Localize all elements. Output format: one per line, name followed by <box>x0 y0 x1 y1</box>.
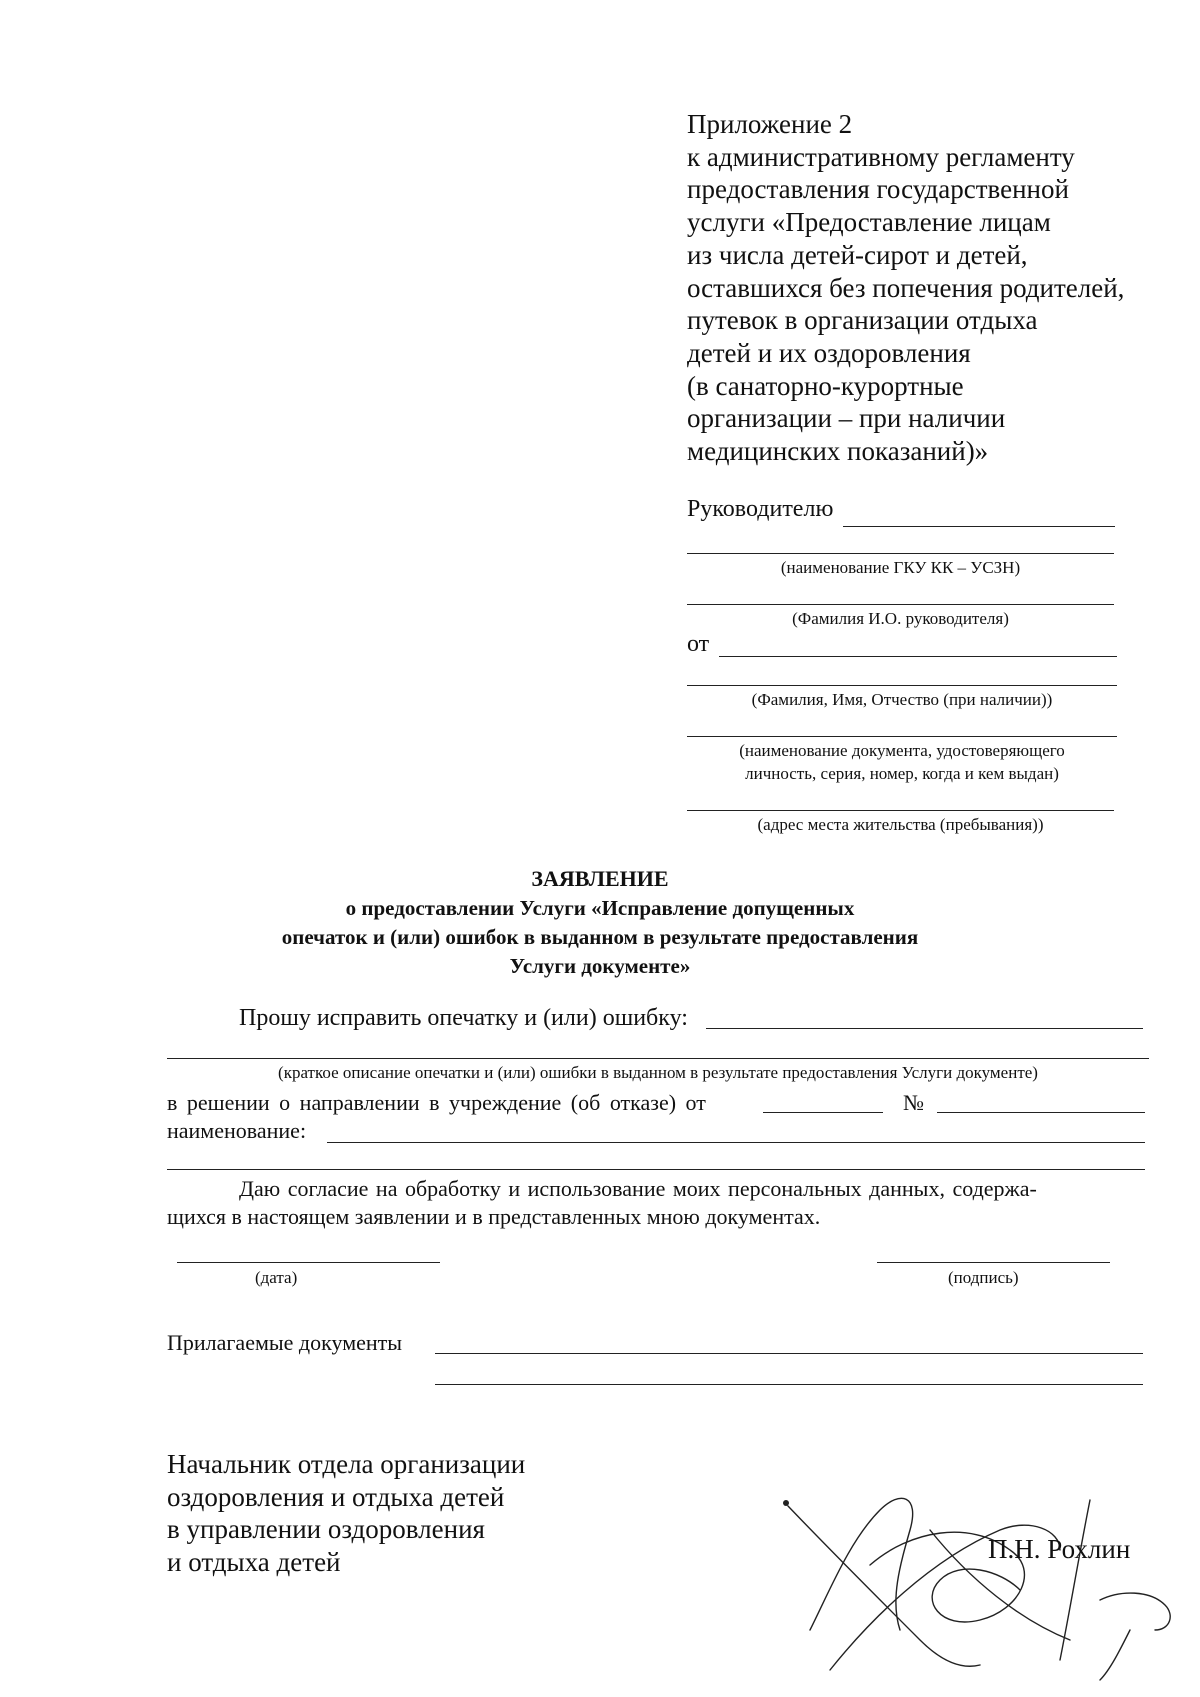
consent-line-2: щихся в настоящем заявлении и в представленных мною документах. <box>167 1204 821 1229</box>
position-line: и отдыха детей <box>167 1547 341 1578</box>
appendix-line: предоставления государственной <box>687 174 1069 205</box>
date-caption: (дата) <box>255 1268 298 1287</box>
position-line: оздоровления и отдыха детей <box>167 1481 505 1512</box>
signatory-name: П.Н. Рохлин <box>988 1534 1131 1564</box>
document-caption-1: (наименование документа, удостоверяющего <box>739 741 1065 760</box>
appendix-line: (в санаторно-курортные <box>687 370 964 401</box>
position-line: в управлении оздоровления <box>167 1514 485 1545</box>
number-sign: № <box>903 1090 924 1115</box>
decision-number-field[interactable] <box>937 1112 1145 1113</box>
appendix-line: путевок в организации отдыха <box>687 305 1038 336</box>
attachments-field-line[interactable] <box>435 1353 1143 1354</box>
name-field-line[interactable] <box>327 1142 1145 1143</box>
institution-field-line[interactable] <box>687 553 1114 554</box>
position-line: Начальник отдела организации <box>167 1449 526 1479</box>
appendix-line: оставшихся без попечения родителей, <box>687 272 1125 303</box>
signature-caption: (подпись) <box>948 1268 1019 1287</box>
request-caption: (краткое описание опечатки и (или) ошибки в выданном в результате предоставления Услуги документе) <box>278 1063 1038 1082</box>
consent-line-1: Даю согласие на обработку и использование моих персональных данных, содержа- <box>239 1176 1037 1201</box>
head-name-field-line[interactable] <box>687 604 1114 605</box>
title-line-2: опечаток и (или) ошибок в выданном в результате предоставления <box>281 925 919 949</box>
decision-date-field[interactable] <box>763 1112 883 1113</box>
request-field-line[interactable] <box>706 1028 1143 1029</box>
address-caption: (адрес места жительства (пребывания)) <box>757 815 1044 834</box>
address-field-line[interactable] <box>687 810 1114 811</box>
handwritten-signature <box>770 1470 1190 1690</box>
appendix-header <box>687 108 1124 468</box>
appendix-line: детей и их оздоровления <box>687 337 971 368</box>
appendix-line: Приложение 2 <box>687 109 853 139</box>
from-label: от <box>687 631 710 657</box>
institution-caption: (наименование ГКУ КК – УСЗН) <box>780 558 1021 577</box>
date-field-line[interactable] <box>177 1262 440 1263</box>
attachments-label: Прилагаемые документы <box>167 1330 403 1355</box>
title-line-1: о предоставлении Услуги «Исправление допущенных <box>345 896 855 920</box>
name-field-line-2[interactable] <box>167 1169 1145 1170</box>
document-caption-2: личность, серия, номер, когда и кем выдан) <box>745 764 1059 783</box>
request-field-line-2[interactable] <box>167 1058 1149 1059</box>
request-label: Прошу исправить опечатку и (или) ошибку: <box>239 1005 688 1031</box>
applicant-name-caption: (Фамилия, Имя, Отчество (при наличии)) <box>751 690 1053 709</box>
name-label: наименование: <box>167 1118 307 1143</box>
decision-label: в решении о направлении в учреждение (об отказе) от <box>167 1090 706 1115</box>
appendix-line: услуги «Предоставление лицам <box>687 207 1051 238</box>
head-label: Руководителю <box>687 496 834 522</box>
appendix-line: к административному регламенту <box>687 141 1075 172</box>
title-line-3: Услуги документе» <box>509 954 691 978</box>
position-title <box>167 1448 525 1579</box>
head-name-caption: (Фамилия И.О. руководителя) <box>792 609 1009 628</box>
head-field-line[interactable] <box>843 526 1115 527</box>
document-field-line[interactable] <box>687 736 1117 737</box>
attachments-field-line-2[interactable] <box>435 1384 1143 1385</box>
applicant-field-line[interactable] <box>719 656 1117 657</box>
applicant-name-field-line[interactable] <box>687 685 1117 686</box>
appendix-line: организации – при наличии <box>687 403 1006 434</box>
document-title: ЗАЯВЛЕНИЕ <box>531 866 669 891</box>
signature-field-line[interactable] <box>877 1262 1110 1263</box>
appendix-line: медицинских показаний)» <box>687 436 989 467</box>
appendix-line: из числа детей-сирот и детей, <box>687 239 1028 270</box>
